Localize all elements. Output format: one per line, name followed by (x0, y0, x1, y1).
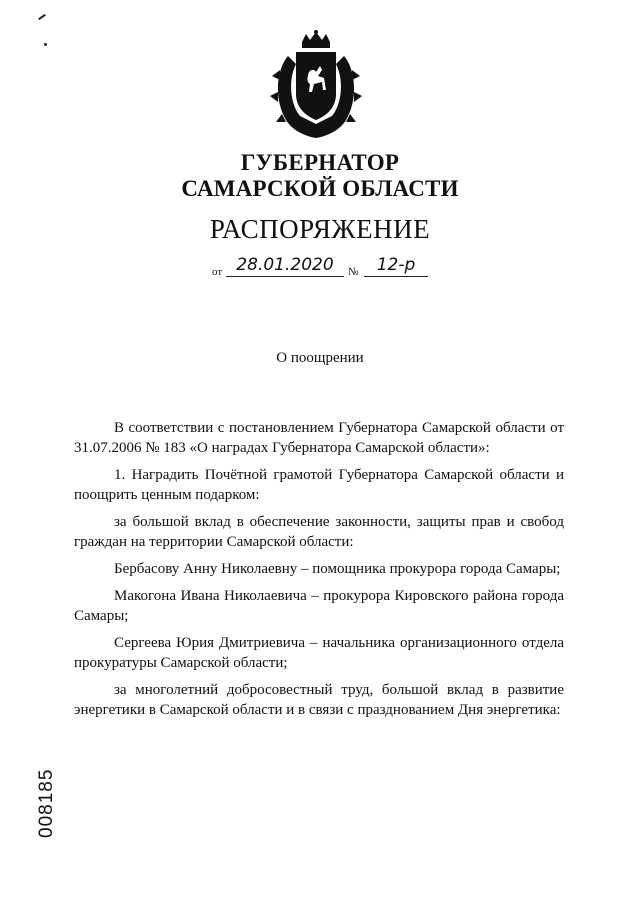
document-number: 12-р (364, 254, 428, 277)
document-date: 28.01.2020 (226, 254, 344, 277)
scan-mark (38, 14, 46, 20)
date-number-line (212, 254, 432, 280)
date-label: от (212, 266, 223, 278)
paragraph: В соответствии с постановлением Губернатора Самарской области от 31.07.2006 № 183 «О наградах Губернатора Самарской области»: (74, 420, 564, 456)
scan-dot (44, 43, 47, 46)
registration-number: 008185 (36, 768, 57, 838)
number-label: № (348, 266, 359, 278)
document-subject: О поощрении (276, 350, 364, 366)
paragraph: за многолетний добросовестный труд, большой вклад в развитие энергетики в Самарской области и в связи с празднованием Дня энергетика: (74, 682, 564, 718)
paragraph: 1. Наградить Почётной грамотой Губернатора Самарской области и поощрить ценным подарком: (74, 467, 564, 503)
issuer-title: ГУБЕРНАТОР (240, 150, 400, 175)
document-body (74, 418, 564, 727)
paragraph: Бербасову Анну Николаевну – помощника прокурора города Самары; (114, 561, 561, 577)
issuer-region: САМАРСКОЙ ОБЛАСТИ (181, 176, 459, 201)
paragraph: Сергеева Юрия Дмитриевича – начальника организационного отдела прокуратуры Самарской области; (74, 635, 564, 671)
paragraph: за большой вклад в обеспечение законности, защиты прав и свобод граждан на территории Самарской области: (74, 514, 564, 550)
coat-of-arms-emblem (268, 30, 364, 142)
document-type: РАСПОРЯЖЕНИЕ (209, 214, 431, 244)
paragraph: Макогона Ивана Николаевича – прокурора Кировского района города Самары; (74, 588, 564, 624)
